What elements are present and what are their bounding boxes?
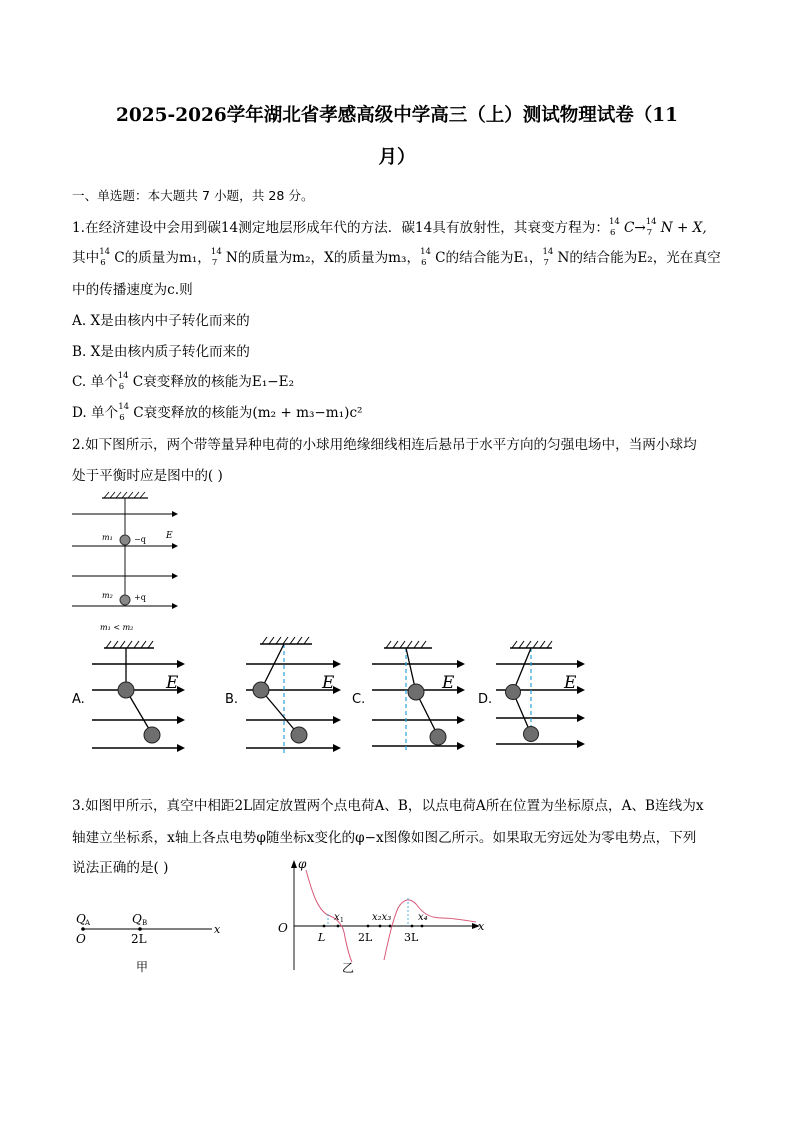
caption-yi: 乙 <box>342 961 355 975</box>
q1-option-b[interactable]: B. X是由核内质子转化而来的 <box>72 344 250 360</box>
svg-text:E: E <box>322 673 335 693</box>
q1-stem-line1: 1.在经济建设中会用到碳14测定地层形成年代的方法．碳14具有放射性，其衰变方程为： 14 6 C→ 14 7 N + X, <box>72 216 707 238</box>
caption-jia: 甲 <box>136 960 149 974</box>
label-o: O <box>76 932 86 946</box>
q3-figure-jia <box>70 905 230 980</box>
label-x1: x <box>334 912 340 923</box>
q1-stem-line3: 中的传播速度为c.则 <box>72 282 193 298</box>
label-phi: φ <box>298 857 307 871</box>
label-m1: m₁ <box>102 533 113 542</box>
q1-option-a[interactable]: A. X是由核内中子转化而来的 <box>72 313 250 329</box>
q2-option-a-label[interactable]: A. <box>72 692 85 707</box>
label-q2: +q <box>134 593 146 602</box>
q1-option-c[interactable]: C. 单个 14 6 C衰变释放的核能为E₁−E₂ <box>72 370 295 392</box>
section-heading: 一、单选题：本大题共 7 小题，共 28 分。 <box>72 188 314 203</box>
q1-stem-line2: 其中 14 6 C的质量为m₁， 14 7 N的质量为m₂，X的质量为m₃， 14 6 C的结合能为E₁， 14 7 N的结合能为E₂，光在真空 <box>72 246 721 268</box>
label-qb: Q <box>132 912 142 926</box>
q1-option-d[interactable]: D. 单个 14 6 C衰变释放的核能为(m₂ + m₃−m₁)c² <box>72 401 363 423</box>
q2-option-b-figure[interactable] <box>240 636 350 760</box>
label-e: E <box>166 531 173 541</box>
q3-figure-yi <box>272 852 492 978</box>
q2-option-b-label[interactable]: B. <box>225 692 239 707</box>
q2-option-c-figure[interactable] <box>366 640 476 760</box>
q2-option-d-figure[interactable] <box>492 640 596 756</box>
label-x2x3: x₂x₃ <box>372 912 392 923</box>
label-x: x <box>478 920 485 933</box>
q2-stem-line2: 处于平衡时应是图中的( ) <box>72 468 223 484</box>
svg-text:1: 1 <box>340 917 344 924</box>
label-qa: Q <box>76 912 86 926</box>
q2-reference-figure <box>66 490 196 640</box>
q3-stem-line1: 3.如图甲所示，真空中相距2L固定放置两个点电荷A、B，以点电荷A所在位置为坐标原点，A、B连线为x <box>72 798 704 814</box>
e-label: E <box>166 673 179 693</box>
q2-option-d-label[interactable]: D. <box>478 692 493 707</box>
q2-option-c-label[interactable]: C. <box>352 692 366 707</box>
svg-text:E: E <box>442 673 455 693</box>
svg-text:E: E <box>564 673 577 693</box>
q2-stem-line1: 2.如下图所示，两个带等量异种电荷的小球用绝缘细线相连后悬吊于水平方向的匀强电场中，当两小球均 <box>72 437 697 453</box>
svg-text:A: A <box>85 919 91 927</box>
label-q1: −q <box>134 535 146 544</box>
label-3l: 3L <box>404 931 419 944</box>
label-condition: m₁ < m₂ <box>100 623 134 632</box>
c14-nuclide: 14 6 <box>608 216 620 238</box>
svg-text:B: B <box>142 919 148 927</box>
label-m2: m₂ <box>102 591 113 600</box>
n14-nuclide: 14 7 <box>645 216 657 238</box>
page-title-cont: 月） <box>378 147 416 168</box>
page-title: 2025-2026学年湖北省孝感高级中学高三（上）测试物理试卷（11 <box>116 105 678 126</box>
label-o: O <box>278 921 288 935</box>
label-x4: x₄ <box>418 912 428 923</box>
q3-stem-line2: 轴建立坐标系，x轴上各点电势φ随坐标x变化的φ−x图像如图乙所示。如果取无穷远处为零电势点，下列 <box>72 830 697 846</box>
label-2l: 2L <box>131 932 147 946</box>
q2-option-a-figure[interactable] <box>88 640 198 760</box>
q3-stem-line3: 说法正确的是( ) <box>72 860 169 876</box>
label-l: L <box>318 931 326 944</box>
label-2l: 2L <box>358 931 373 944</box>
label-x: x <box>214 923 221 936</box>
